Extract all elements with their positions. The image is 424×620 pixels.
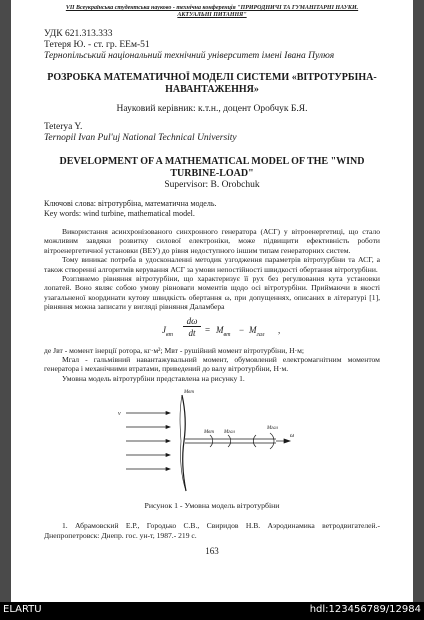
label-v: v: [118, 411, 121, 418]
dalembert-equation: [44, 312, 380, 346]
title-ua: РОЗРОБКА МАТЕМАТИЧНОЇ МОДЕЛІ СИСТЕМИ «ВІТРОТУРБІНА-НАВАНТАЖЕННЯ»: [47, 72, 377, 95]
formula-comma: ,: [278, 324, 281, 335]
label-m-top: Mвт: [184, 390, 194, 396]
affiliation-ua: Тернопільський національний технічний університет імені Івана Пулюя: [44, 51, 335, 61]
author-ua: Тетеря Ю. - ст. гр. ЕЕм-51: [44, 40, 150, 50]
figure-wind-turbine-model: [44, 383, 380, 501]
paragraph-2: Тому виникає потреба в удосконаленні методик узгодження параметрів вітротурбіни та АСГ, а також створенні алгоритмів керування АСГ за умови непостійності швидкості обертання вітротурбіни.: [44, 255, 380, 274]
paragraph-5: Mгал - гальмівний навантажувальний момент, обумовлений електромагнітним моментом генератора і механічними втратами, приведений до валу вітротурбіни, Н·м.: [44, 355, 380, 374]
formula-denominator: dt: [188, 327, 196, 338]
footer-handle[interactable]: hdl:123456789/12984: [309, 604, 421, 615]
paragraph-3: Розглянемо рівняння вітротурбіни, що характеризує її рух без регулювання кута установки лопатей. Воно являє собою умову рівноваги моментів щодо осі вітротурбіни. Приймаючи в якості узагальненої координати кутову швидкість обертання ω, при допущеннях, описаних в літературі [1], рівняння можна записати у вигляді рівняння Даламбера: [44, 274, 380, 312]
author-en: Teterya Y.: [44, 122, 83, 132]
supervisor-ua: Науковий керівник: к.т.н., доцент Оробчук Б.Я.: [116, 104, 308, 114]
formula-m-turbine: $M_{вт}$: [216, 324, 231, 338]
formula-equals: =: [205, 324, 211, 335]
udc-code: УДК 621.313.333: [44, 29, 113, 39]
paragraph-6: Умовна модель вітротурбіни представлена на рисунку 1.: [62, 373, 245, 383]
repository-footer: [0, 602, 424, 620]
label-m-mid1: Mвт: [204, 430, 214, 436]
formula-minus: −: [239, 324, 245, 335]
label-omega: ω: [290, 433, 295, 440]
supervisor-en: Supervisor: B. Orobchuk: [164, 180, 260, 190]
label-m-mid2: Mгал: [224, 430, 235, 436]
formula-m-brake: $M_{гал}$: [249, 324, 265, 338]
figure-caption: Рисунок 1 - Умовна модель вітротурбіни: [144, 501, 280, 511]
affiliation-en: Ternopil Ivan Pul'uj National Technical University: [44, 133, 237, 143]
paragraph-1: Використання асинхронізованого синхронного генератора (АСГ) у вітроенергетиці, що стало можливим завдяки розвитку силової електроніки, може підвищити ефективність роботи вітроенергетичної установки (ВЕУ) до рівня недоступного іншим типам генераторних систем.: [44, 227, 380, 255]
footer-repository-name: ELARTU: [3, 604, 42, 615]
reference-1: 1. Абрамовский Е.Р., Городько С.В., Свиридов Н.В. Аэродинамика ветродвигателей.- Днепропетровск: Днепр. гос. ун-т, 1987.- 219 с.: [44, 521, 380, 540]
formula-j: $J_{вт}$: [162, 324, 173, 338]
title-en: DEVELOPMENT OF A MATHEMATICAL MODEL OF THE "WIND TURBINE-LOAD": [59, 156, 365, 179]
paper-page: [11, 0, 413, 602]
keywords-ua: Ключові слова: вітротурбіна, математична модель.: [44, 199, 217, 208]
conference-header: VII Всеукраїнська студентська науково - технічна конференція "ПРИРОДНИЧІ ТА ГУМАНІТАРНІ НАУКИ. АКТУАЛЬНІ ПИТАННЯ": [65, 5, 359, 18]
keywords-en: Key words: wind turbine, mathematical model.: [44, 208, 195, 218]
formula-numerator: dω: [183, 316, 201, 327]
wind-turbine-diagram: [44, 383, 380, 501]
page-number: 163: [205, 546, 219, 557]
paragraph-4: де Jвт - момент інерції ротора, кг·м²; Mвт - рушійний момент вітротурбіни, Н·м;: [44, 345, 305, 355]
label-m-right: Mгал: [267, 426, 278, 432]
